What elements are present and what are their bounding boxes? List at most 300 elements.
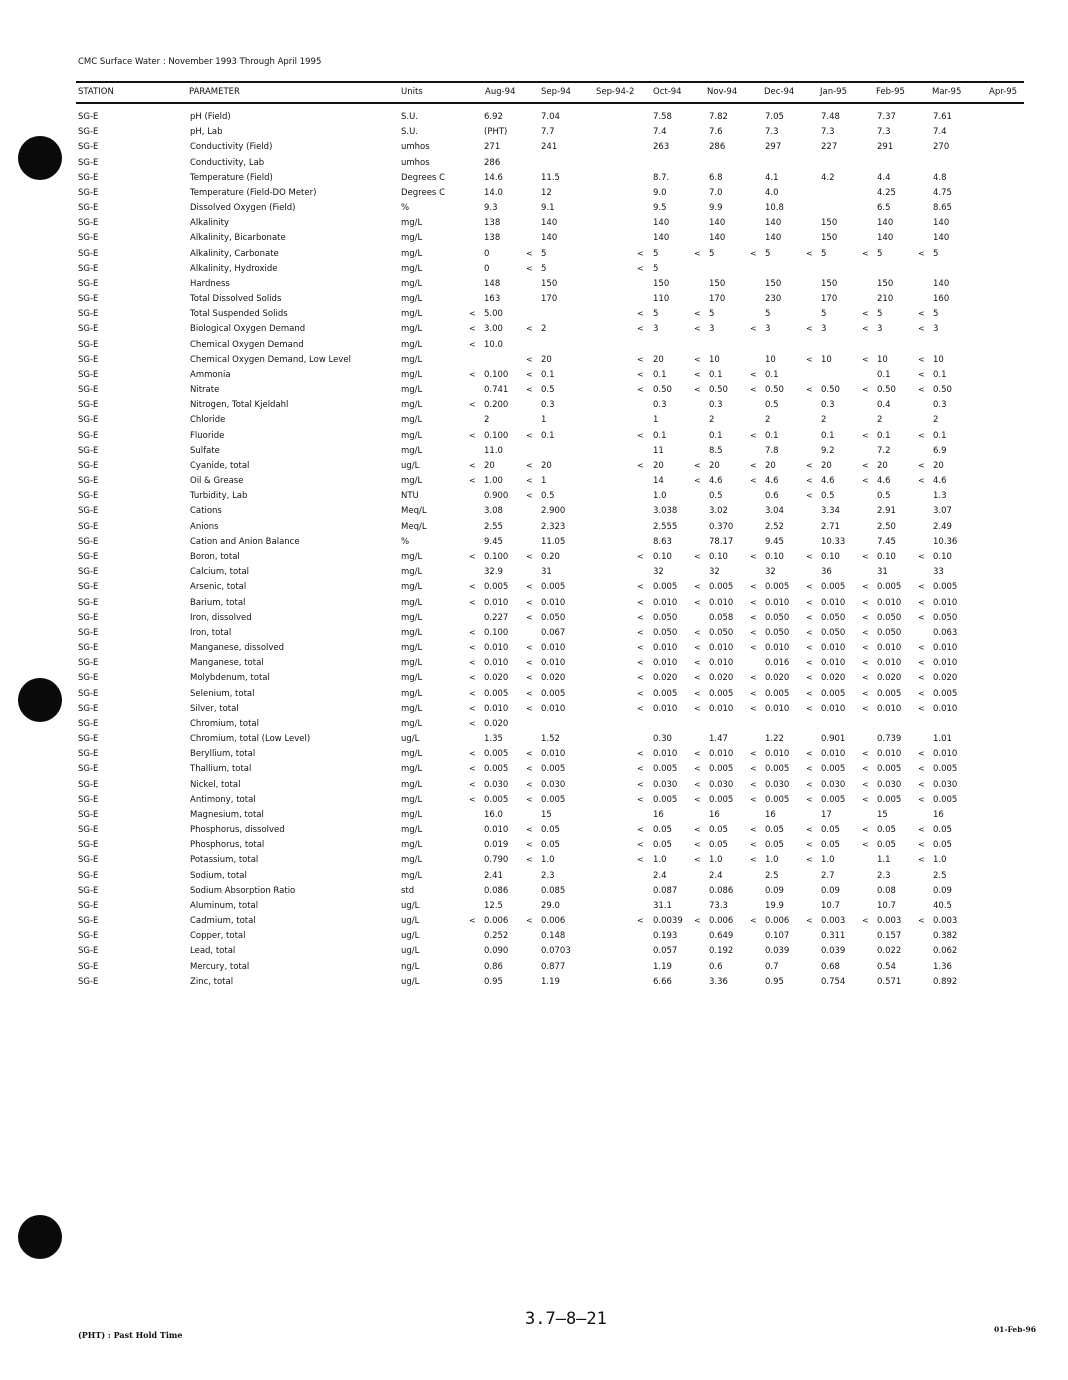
value-cell: 0.020 <box>484 673 509 684</box>
table-row <box>0 368 1068 383</box>
less-than-qualifier: < <box>637 673 644 683</box>
station-cell: SG-E <box>78 248 99 259</box>
station-cell: SG-E <box>78 627 99 638</box>
less-than-qualifier: < <box>694 643 701 653</box>
value-cell: 297 <box>765 142 782 153</box>
table-row <box>0 687 1068 702</box>
value-cell: 0.005 <box>877 582 902 593</box>
value-cell: 2.555 <box>653 521 678 532</box>
station-cell: SG-E <box>78 127 99 138</box>
less-than-qualifier: < <box>526 855 533 865</box>
less-than-qualifier: < <box>806 779 813 789</box>
value-cell: 1.36 <box>933 961 952 972</box>
less-than-qualifier: < <box>526 582 533 592</box>
value-cell: 4.6 <box>765 476 779 487</box>
value-cell: 0.010 <box>709 749 734 760</box>
value-cell: 0.50 <box>877 385 896 396</box>
value-cell: 4.6 <box>933 476 947 487</box>
less-than-qualifier: < <box>918 582 925 592</box>
value-cell: 0.010 <box>709 658 734 669</box>
units-cell: ug/L <box>401 931 420 942</box>
value-cell: 0.005 <box>541 582 566 593</box>
value-cell: 10.7 <box>821 900 840 911</box>
value-cell: 0.005 <box>933 794 958 805</box>
value-cell: 0.05 <box>653 825 672 836</box>
value-cell: 1.0 <box>765 855 779 866</box>
parameter-cell: Potassium, total <box>190 855 259 866</box>
units-cell: mg/L <box>401 445 423 456</box>
value-cell: 78.17 <box>709 536 734 547</box>
value-cell: 0.09 <box>821 885 840 896</box>
less-than-qualifier: < <box>637 612 644 622</box>
value-cell: 20 <box>821 460 832 471</box>
less-than-qualifier: < <box>469 460 476 470</box>
value-cell: 3.36 <box>709 976 728 987</box>
value-cell: 1.0 <box>541 855 555 866</box>
parameter-cell: Barium, total <box>190 597 246 608</box>
units-cell: std <box>401 885 415 896</box>
value-cell: 0.006 <box>541 916 566 927</box>
less-than-qualifier: < <box>526 779 533 789</box>
parameter-cell: Fluoride <box>190 430 225 441</box>
value-cell: 4.6 <box>709 476 723 487</box>
less-than-qualifier: < <box>526 749 533 759</box>
less-than-qualifier: < <box>469 597 476 607</box>
station-cell: SG-E <box>78 825 99 836</box>
value-cell: 12.5 <box>484 900 503 911</box>
table-row <box>0 140 1068 155</box>
value-cell: 7.7 <box>541 127 555 138</box>
value-cell: 0.005 <box>653 688 678 699</box>
value-cell: 15 <box>541 809 552 820</box>
value-cell: 0.010 <box>484 825 509 836</box>
value-cell: 0.227 <box>484 612 509 623</box>
value-cell: 16 <box>933 809 944 820</box>
header-month: Nov-94 <box>707 87 738 97</box>
station-cell: SG-E <box>78 218 99 229</box>
value-cell: 0.010 <box>877 597 902 608</box>
less-than-qualifier: < <box>469 400 476 410</box>
value-cell: 0.010 <box>541 658 566 669</box>
less-than-qualifier: < <box>918 385 925 395</box>
value-cell: 150 <box>877 278 894 289</box>
value-cell: 0.68 <box>821 961 840 972</box>
units-cell: mg/L <box>401 248 423 259</box>
less-than-qualifier: < <box>637 460 644 470</box>
value-cell: 20 <box>541 354 552 365</box>
station-cell: SG-E <box>78 749 99 760</box>
less-than-qualifier: < <box>637 369 644 379</box>
value-cell: 0.010 <box>821 703 846 714</box>
table-row <box>0 596 1068 611</box>
value-cell: 6.66 <box>653 976 672 987</box>
less-than-qualifier: < <box>469 324 476 334</box>
value-cell: 150 <box>821 218 838 229</box>
less-than-qualifier: < <box>806 627 813 637</box>
less-than-qualifier: < <box>862 840 869 850</box>
header-month: Aug-94 <box>485 87 516 97</box>
value-cell: 230 <box>765 294 782 305</box>
value-cell: 0.030 <box>821 779 846 790</box>
station-cell: SG-E <box>78 582 99 593</box>
less-than-qualifier: < <box>806 612 813 622</box>
value-cell: 0.030 <box>933 779 958 790</box>
less-than-qualifier: < <box>750 597 757 607</box>
value-cell: 4.0 <box>765 187 779 198</box>
value-cell: 4.6 <box>821 476 835 487</box>
value-cell: 6.5 <box>877 203 891 214</box>
value-cell: 9.5 <box>653 203 667 214</box>
value-cell: 0.3 <box>709 400 723 411</box>
station-cell: SG-E <box>78 172 99 183</box>
parameter-cell: Nitrogen, Total Kjeldahl <box>190 400 289 411</box>
value-cell: 150 <box>765 278 782 289</box>
station-cell: SG-E <box>78 354 99 365</box>
units-cell: mg/L <box>401 764 423 775</box>
value-cell: (PHT) <box>484 127 508 138</box>
value-cell: 4.75 <box>933 187 952 198</box>
less-than-qualifier: < <box>469 476 476 486</box>
less-than-qualifier: < <box>750 673 757 683</box>
value-cell: 0.005 <box>765 582 790 593</box>
less-than-qualifier: < <box>918 643 925 653</box>
less-than-qualifier: < <box>694 764 701 774</box>
less-than-qualifier: < <box>806 354 813 364</box>
less-than-qualifier: < <box>862 794 869 804</box>
value-cell: 0.95 <box>765 976 784 987</box>
parameter-cell: Manganese, total <box>190 658 264 669</box>
less-than-qualifier: < <box>862 324 869 334</box>
table-row <box>0 838 1068 853</box>
value-cell: 0.020 <box>709 673 734 684</box>
value-cell: 8.65 <box>933 203 952 214</box>
station-cell: SG-E <box>78 460 99 471</box>
units-cell: ug/L <box>401 734 420 745</box>
value-cell: 0.030 <box>653 779 678 790</box>
less-than-qualifier: < <box>526 430 533 440</box>
table-row <box>0 884 1068 899</box>
value-cell: 270 <box>933 142 950 153</box>
value-cell: 0.010 <box>877 749 902 760</box>
less-than-qualifier: < <box>750 749 757 759</box>
value-cell: 20 <box>653 460 664 471</box>
table-header <box>76 81 1024 104</box>
value-cell: 0.1 <box>541 369 555 380</box>
parameter-cell: Magnesium, total <box>190 809 264 820</box>
value-cell: 0.1 <box>933 430 947 441</box>
less-than-qualifier: < <box>806 476 813 486</box>
less-than-qualifier: < <box>637 309 644 319</box>
value-cell: 170 <box>709 294 726 305</box>
less-than-qualifier: < <box>918 794 925 804</box>
value-cell: 0.003 <box>821 916 846 927</box>
value-cell: 2.91 <box>877 506 896 517</box>
value-cell: 0.05 <box>709 825 728 836</box>
value-cell: 140 <box>541 218 558 229</box>
value-cell: 0.10 <box>877 551 896 562</box>
station-cell: SG-E <box>78 445 99 456</box>
value-cell: 1 <box>653 415 659 426</box>
value-cell: 0.005 <box>484 794 509 805</box>
value-cell: 7.3 <box>765 127 779 138</box>
value-cell: 0.016 <box>765 658 790 669</box>
units-cell: mg/L <box>401 809 423 820</box>
value-cell: 9.1 <box>541 203 555 214</box>
value-cell: 0.005 <box>933 764 958 775</box>
parameter-cell: Boron, total <box>190 551 240 562</box>
data-table-body <box>0 110 1068 990</box>
less-than-qualifier: < <box>637 749 644 759</box>
value-cell: 150 <box>821 278 838 289</box>
value-cell: 2 <box>541 324 547 335</box>
value-cell: 0.4 <box>877 400 891 411</box>
station-cell: SG-E <box>78 187 99 198</box>
station-cell: SG-E <box>78 339 99 350</box>
value-cell: 0.1 <box>541 430 555 441</box>
table-row <box>0 125 1068 140</box>
less-than-qualifier: < <box>862 430 869 440</box>
value-cell: 2.4 <box>709 870 723 881</box>
parameter-cell: Lead, total <box>190 946 236 957</box>
value-cell: 3.038 <box>653 506 678 517</box>
less-than-qualifier: < <box>526 764 533 774</box>
less-than-qualifier: < <box>862 703 869 713</box>
value-cell: 286 <box>709 142 726 153</box>
less-than-qualifier: < <box>750 476 757 486</box>
less-than-qualifier: < <box>918 476 925 486</box>
less-than-qualifier: < <box>750 582 757 592</box>
less-than-qualifier: < <box>806 248 813 258</box>
value-cell: 2 <box>821 415 827 426</box>
value-cell: 150 <box>709 278 726 289</box>
station-cell: SG-E <box>78 400 99 411</box>
value-cell: 0.010 <box>484 643 509 654</box>
header-month: Sep-94 <box>541 87 571 97</box>
units-cell: mg/L <box>401 718 423 729</box>
value-cell: 150 <box>541 278 558 289</box>
less-than-qualifier: < <box>694 248 701 258</box>
value-cell: 2 <box>484 415 490 426</box>
station-cell: SG-E <box>78 278 99 289</box>
parameter-cell: Cations <box>190 506 222 517</box>
less-than-qualifier: < <box>526 794 533 804</box>
value-cell: 19.9 <box>765 900 784 911</box>
table-row <box>0 110 1068 125</box>
value-cell: 140 <box>877 218 894 229</box>
value-cell: 4.8 <box>933 172 947 183</box>
less-than-qualifier: < <box>694 673 701 683</box>
less-than-qualifier: < <box>694 749 701 759</box>
value-cell: 6.8 <box>709 172 723 183</box>
less-than-qualifier: < <box>750 627 757 637</box>
less-than-qualifier: < <box>637 825 644 835</box>
value-cell: 2.52 <box>765 521 784 532</box>
value-cell: 0.05 <box>933 825 952 836</box>
table-row <box>0 565 1068 580</box>
value-cell: 271 <box>484 142 501 153</box>
table-row <box>0 292 1068 307</box>
value-cell: 0.005 <box>709 764 734 775</box>
parameter-cell: Temperature (Field) <box>190 172 273 183</box>
value-cell: 0.08 <box>877 885 896 896</box>
value-cell: 20 <box>765 460 776 471</box>
parameter-cell: Beryllium, total <box>190 749 256 760</box>
units-cell: ng/L <box>401 961 420 972</box>
less-than-qualifier: < <box>862 582 869 592</box>
value-cell: 0.010 <box>821 597 846 608</box>
parameter-cell: Anions <box>190 521 219 532</box>
value-cell: 0.010 <box>765 749 790 760</box>
station-cell: SG-E <box>78 567 99 578</box>
value-cell: 7.48 <box>821 112 840 122</box>
value-cell: 1.19 <box>653 961 672 972</box>
units-cell: mg/L <box>401 551 423 562</box>
value-cell: 5 <box>933 248 939 259</box>
units-cell: mg/L <box>401 415 423 426</box>
value-cell: 227 <box>821 142 838 153</box>
table-row <box>0 960 1068 975</box>
station-cell: SG-E <box>78 900 99 911</box>
value-cell: 0.6 <box>765 491 779 502</box>
value-cell: 140 <box>653 218 670 229</box>
value-cell: 4.2 <box>821 172 835 183</box>
less-than-qualifier: < <box>806 460 813 470</box>
value-cell: 4.1 <box>765 172 779 183</box>
units-cell: umhos <box>401 157 430 168</box>
less-than-qualifier: < <box>469 673 476 683</box>
value-cell: 0.05 <box>877 840 896 851</box>
less-than-qualifier: < <box>526 612 533 622</box>
parameter-cell: Thallium, total <box>190 764 252 775</box>
units-cell: NTU <box>401 491 419 502</box>
table-row <box>0 929 1068 944</box>
less-than-qualifier: < <box>469 749 476 759</box>
value-cell: 0.010 <box>653 703 678 714</box>
parameter-cell: Conductivity, Lab <box>190 157 265 168</box>
value-cell: 2.3 <box>541 870 555 881</box>
value-cell: 11 <box>653 445 664 456</box>
station-cell: SG-E <box>78 551 99 562</box>
value-cell: 32.9 <box>484 567 503 578</box>
less-than-qualifier: < <box>637 703 644 713</box>
table-row <box>0 914 1068 929</box>
station-cell: SG-E <box>78 476 99 487</box>
less-than-qualifier: < <box>694 582 701 592</box>
station-cell: SG-E <box>78 430 99 441</box>
parameter-cell: pH (Field) <box>190 112 231 122</box>
value-cell: 0.50 <box>653 385 672 396</box>
value-cell: 0.019 <box>484 840 509 851</box>
less-than-qualifier: < <box>806 840 813 850</box>
less-than-qualifier: < <box>806 688 813 698</box>
less-than-qualifier: < <box>694 597 701 607</box>
value-cell: 0 <box>484 248 490 259</box>
header-month: Oct-94 <box>653 87 682 97</box>
less-than-qualifier: < <box>862 309 869 319</box>
value-cell: 7.0 <box>709 187 723 198</box>
value-cell: 5 <box>541 248 547 259</box>
value-cell: 6.9 <box>933 445 947 456</box>
table-row <box>0 823 1068 838</box>
value-cell: 0.010 <box>933 643 958 654</box>
value-cell: 0.3 <box>821 400 835 411</box>
value-cell: 0.20 <box>541 551 560 562</box>
parameter-cell: Copper, total <box>190 931 246 942</box>
value-cell: 2 <box>709 415 715 426</box>
less-than-qualifier: < <box>918 749 925 759</box>
parameter-cell: Total Dissolved Solids <box>190 294 282 305</box>
units-cell: mg/L <box>401 658 423 669</box>
station-cell: SG-E <box>78 794 99 805</box>
parameter-cell: Alkalinity, Carbonate <box>190 248 279 259</box>
value-cell: 0.005 <box>484 582 509 593</box>
value-cell: 0.005 <box>765 764 790 775</box>
value-cell: 291 <box>877 142 894 153</box>
less-than-qualifier: < <box>918 658 925 668</box>
table-row <box>0 944 1068 959</box>
less-than-qualifier: < <box>750 551 757 561</box>
value-cell: 2.3 <box>877 870 891 881</box>
less-than-qualifier: < <box>918 840 925 850</box>
less-than-qualifier: < <box>694 324 701 334</box>
less-than-qualifier: < <box>862 612 869 622</box>
less-than-qualifier: < <box>806 749 813 759</box>
value-cell: 150 <box>821 233 838 244</box>
value-cell: 0.1 <box>709 369 723 380</box>
value-cell: 110 <box>653 294 670 305</box>
value-cell: 0.022 <box>877 946 902 957</box>
value-cell: 9.45 <box>765 536 784 547</box>
value-cell: 0.649 <box>709 931 734 942</box>
value-cell: 5 <box>653 263 659 274</box>
table-row <box>0 671 1068 686</box>
parameter-cell: Antimony, total <box>190 794 256 805</box>
less-than-qualifier: < <box>637 385 644 395</box>
value-cell: 1.00 <box>484 476 503 487</box>
value-cell: 16.0 <box>484 809 503 820</box>
parameter-cell: Arsenic, total <box>190 582 247 593</box>
value-cell: 0.05 <box>821 825 840 836</box>
value-cell: 1.0 <box>653 855 667 866</box>
less-than-qualifier: < <box>469 688 476 698</box>
value-cell: 0.005 <box>877 688 902 699</box>
table-row <box>0 186 1068 201</box>
value-cell: 0.020 <box>821 673 846 684</box>
less-than-qualifier: < <box>750 430 757 440</box>
station-cell: SG-E <box>78 294 99 305</box>
value-cell: 0.050 <box>653 627 678 638</box>
value-cell: 7.3 <box>821 127 835 138</box>
header-month: Dec-94 <box>764 87 795 97</box>
table-row <box>0 444 1068 459</box>
less-than-qualifier: < <box>918 855 925 865</box>
value-cell: 1.0 <box>933 855 947 866</box>
station-cell: SG-E <box>78 870 99 881</box>
station-cell: SG-E <box>78 734 99 745</box>
value-cell: 5 <box>653 248 659 259</box>
value-cell: 0.006 <box>709 916 734 927</box>
value-cell: 0.090 <box>484 946 509 957</box>
header-month: Apr-95 <box>989 87 1018 97</box>
value-cell: 0.5 <box>877 491 891 502</box>
value-cell: 7.58 <box>653 112 672 122</box>
table-row <box>0 353 1068 368</box>
value-cell: 0.54 <box>877 961 896 972</box>
less-than-qualifier: < <box>469 718 476 728</box>
station-cell: SG-E <box>78 369 99 380</box>
less-than-qualifier: < <box>526 324 533 334</box>
value-cell: 0.10 <box>821 551 840 562</box>
